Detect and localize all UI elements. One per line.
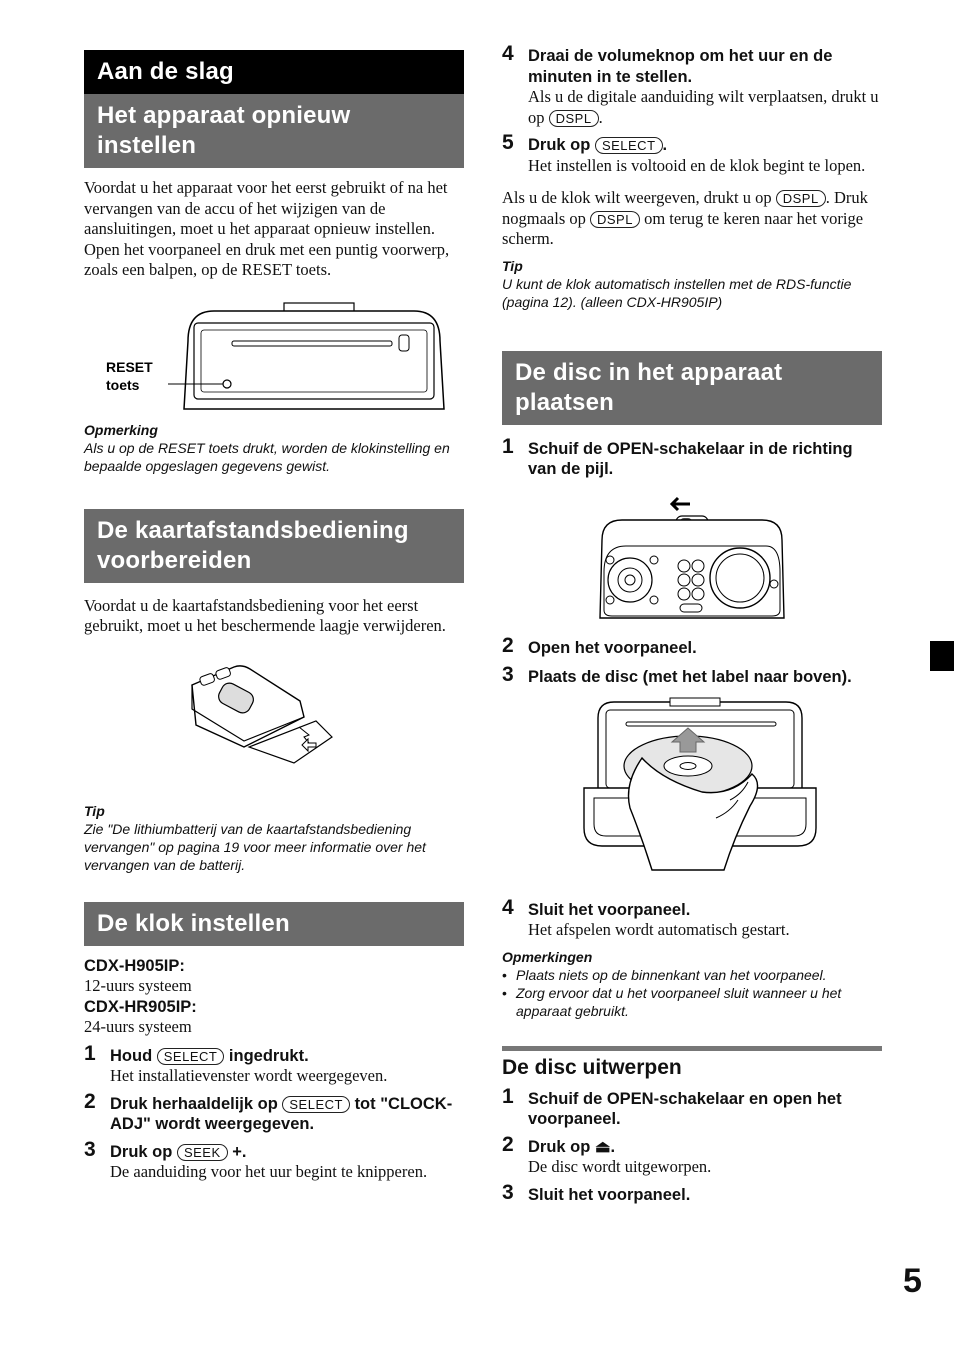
- step-number: 1: [84, 1041, 96, 1065]
- model-2: CDX-HR905IP:: [84, 997, 197, 1016]
- tip-text-left: Zie "De lithiumbatterij van de kaartafstandsbediening vervangen" op pagina 19 voor meer informatie over het vervangen van de batterij.: [84, 820, 426, 873]
- step-number: 3: [502, 663, 514, 686]
- section-banner-reset: Het apparaat opnieuw instellen: [84, 94, 464, 168]
- select-key: SELECT: [157, 1048, 225, 1065]
- note-heading: Opmerking: [84, 421, 158, 438]
- section-banner-clock: De klok instellen: [84, 902, 464, 946]
- eject-icon: ⏏: [594, 1137, 611, 1156]
- eject-step-1: 1 Schuif de OPEN-schakelaar en open het voorpaneel.: [502, 1084, 842, 1128]
- step-number: 4: [502, 895, 514, 919]
- clock-step-1: 1 Houd SELECT ingedrukt. Het installatievenster wordt weergegeven.: [84, 1041, 388, 1085]
- left-column: [84, 50, 464, 1183]
- note-item: • Zorg ervoor dat u het voorpaneel sluit wanneer u het apparaat gebruikt.: [502, 984, 882, 1020]
- thumb-tab: [930, 641, 954, 671]
- right-column: [502, 42, 882, 1205]
- remote-paragraph: Voordat u de kaartafstandsbediening voor het eerst gebruikt, moet u het beschermende laagje verwijderen.: [84, 595, 446, 635]
- section-banner-remote: De kaartafstandsbediening voorbereiden: [84, 509, 464, 583]
- dspl-key: DSPL: [590, 211, 640, 228]
- eject-step-2: 2 Druk op ⏏. De disc wordt uitgeworpen.: [502, 1132, 712, 1176]
- step-number: 2: [502, 1132, 514, 1156]
- disc-step-1: 1 Schuif de OPEN-schakelaar in de richting van de pijl.: [502, 434, 853, 478]
- disc-step-4: 4 Sluit het voorpaneel. Het afspelen wordt automatisch gestart.: [502, 895, 790, 939]
- disc-step-2: 2 Open het voorpaneel.: [502, 633, 697, 657]
- step-number: 1: [502, 1084, 514, 1108]
- section-banner-disc: De disc in het apparaat plaatsen: [502, 351, 882, 425]
- reset-illustration: [84, 281, 464, 421]
- seek-key: SEEK: [177, 1144, 228, 1161]
- note-item: • Plaats niets op de binnenkant van het voorpaneel.: [502, 966, 882, 984]
- step-number: 3: [502, 1180, 514, 1204]
- clock-step-5: 5 Druk op SELECT . Het instellen is voltooid en de klok begint te lopen.: [502, 131, 866, 175]
- eject-heading: De disc uitwerpen: [502, 1046, 882, 1081]
- step-number: 5: [502, 131, 514, 154]
- step-number: 4: [502, 42, 514, 65]
- tip-heading-right: Tip: [502, 257, 523, 274]
- eject-step-3: 3 Sluit het voorpaneel.: [502, 1180, 691, 1204]
- model-1: CDX-H905IP:: [84, 956, 185, 975]
- reset-label-2: toets: [106, 376, 140, 393]
- remote-illustration: [84, 637, 464, 803]
- step-number: 3: [84, 1137, 96, 1161]
- select-key: SELECT: [595, 137, 663, 154]
- dspl-key: DSPL: [549, 110, 599, 127]
- reset-label-1: RESET: [106, 358, 153, 375]
- step-number: 1: [502, 434, 514, 458]
- model-1-desc: 12-uurs systeem: [84, 976, 192, 995]
- page-number: 5: [903, 1262, 922, 1300]
- clock-step-3: 3 Druk op SEEK +. De aanduiding voor het uur begint te knipperen.: [84, 1137, 428, 1181]
- dspl-key: DSPL: [776, 190, 826, 207]
- model-2-desc: 24-uurs systeem: [84, 1017, 192, 1036]
- disc-step-3: 3 Plaats de disc (met het label naar boven).: [502, 663, 852, 686]
- step-number: 2: [84, 1089, 96, 1113]
- reset-paragraph-1: Voordat u het apparaat voor het eerst gebruikt of na het vervangen van de accu of het wijzigen van de aansluitingen, moet u het apparaat opnieuw instellen.: [84, 178, 448, 238]
- disc-insert-illustration: [502, 688, 882, 900]
- chapter-banner: Aan de slag: [84, 50, 464, 94]
- front-panel-illustration: [502, 480, 882, 638]
- select-key: SELECT: [282, 1096, 350, 1113]
- notes-heading: Opmerkingen: [502, 948, 593, 965]
- clock-step-2: 2 Druk herhaaldelijk op SELECT tot "CLOCK-ADJ" wordt weergegeven.: [84, 1089, 453, 1133]
- tip-text-right: U kunt de klok automatisch instellen met de RDS-functie (pagina 12). (alleen CDX-HR905IP): [502, 275, 852, 310]
- clock-display-paragraph: Als u de klok wilt weergeven, drukt u op DSPL . Druk nogmaals op DSPL om terug te keren naar het vorige scherm.: [502, 188, 868, 248]
- note-text: Als u op de RESET toets drukt, worden de klokinstelling en bepaalde opgeslagen gegevens gewist.: [84, 439, 450, 474]
- tip-heading-left: Tip: [84, 802, 105, 819]
- clock-step-4: 4 Draai de volumeknop om het uur en de minuten in te stellen. Als u de digitale aanduiding wilt verplaatsen, drukt u op DSPL .: [502, 42, 879, 127]
- step-number: 2: [502, 633, 514, 657]
- reset-paragraph-2: Open het voorpaneel en druk met een puntig voorwerp, zoals een balpen, op de RESET toets.: [84, 239, 450, 279]
